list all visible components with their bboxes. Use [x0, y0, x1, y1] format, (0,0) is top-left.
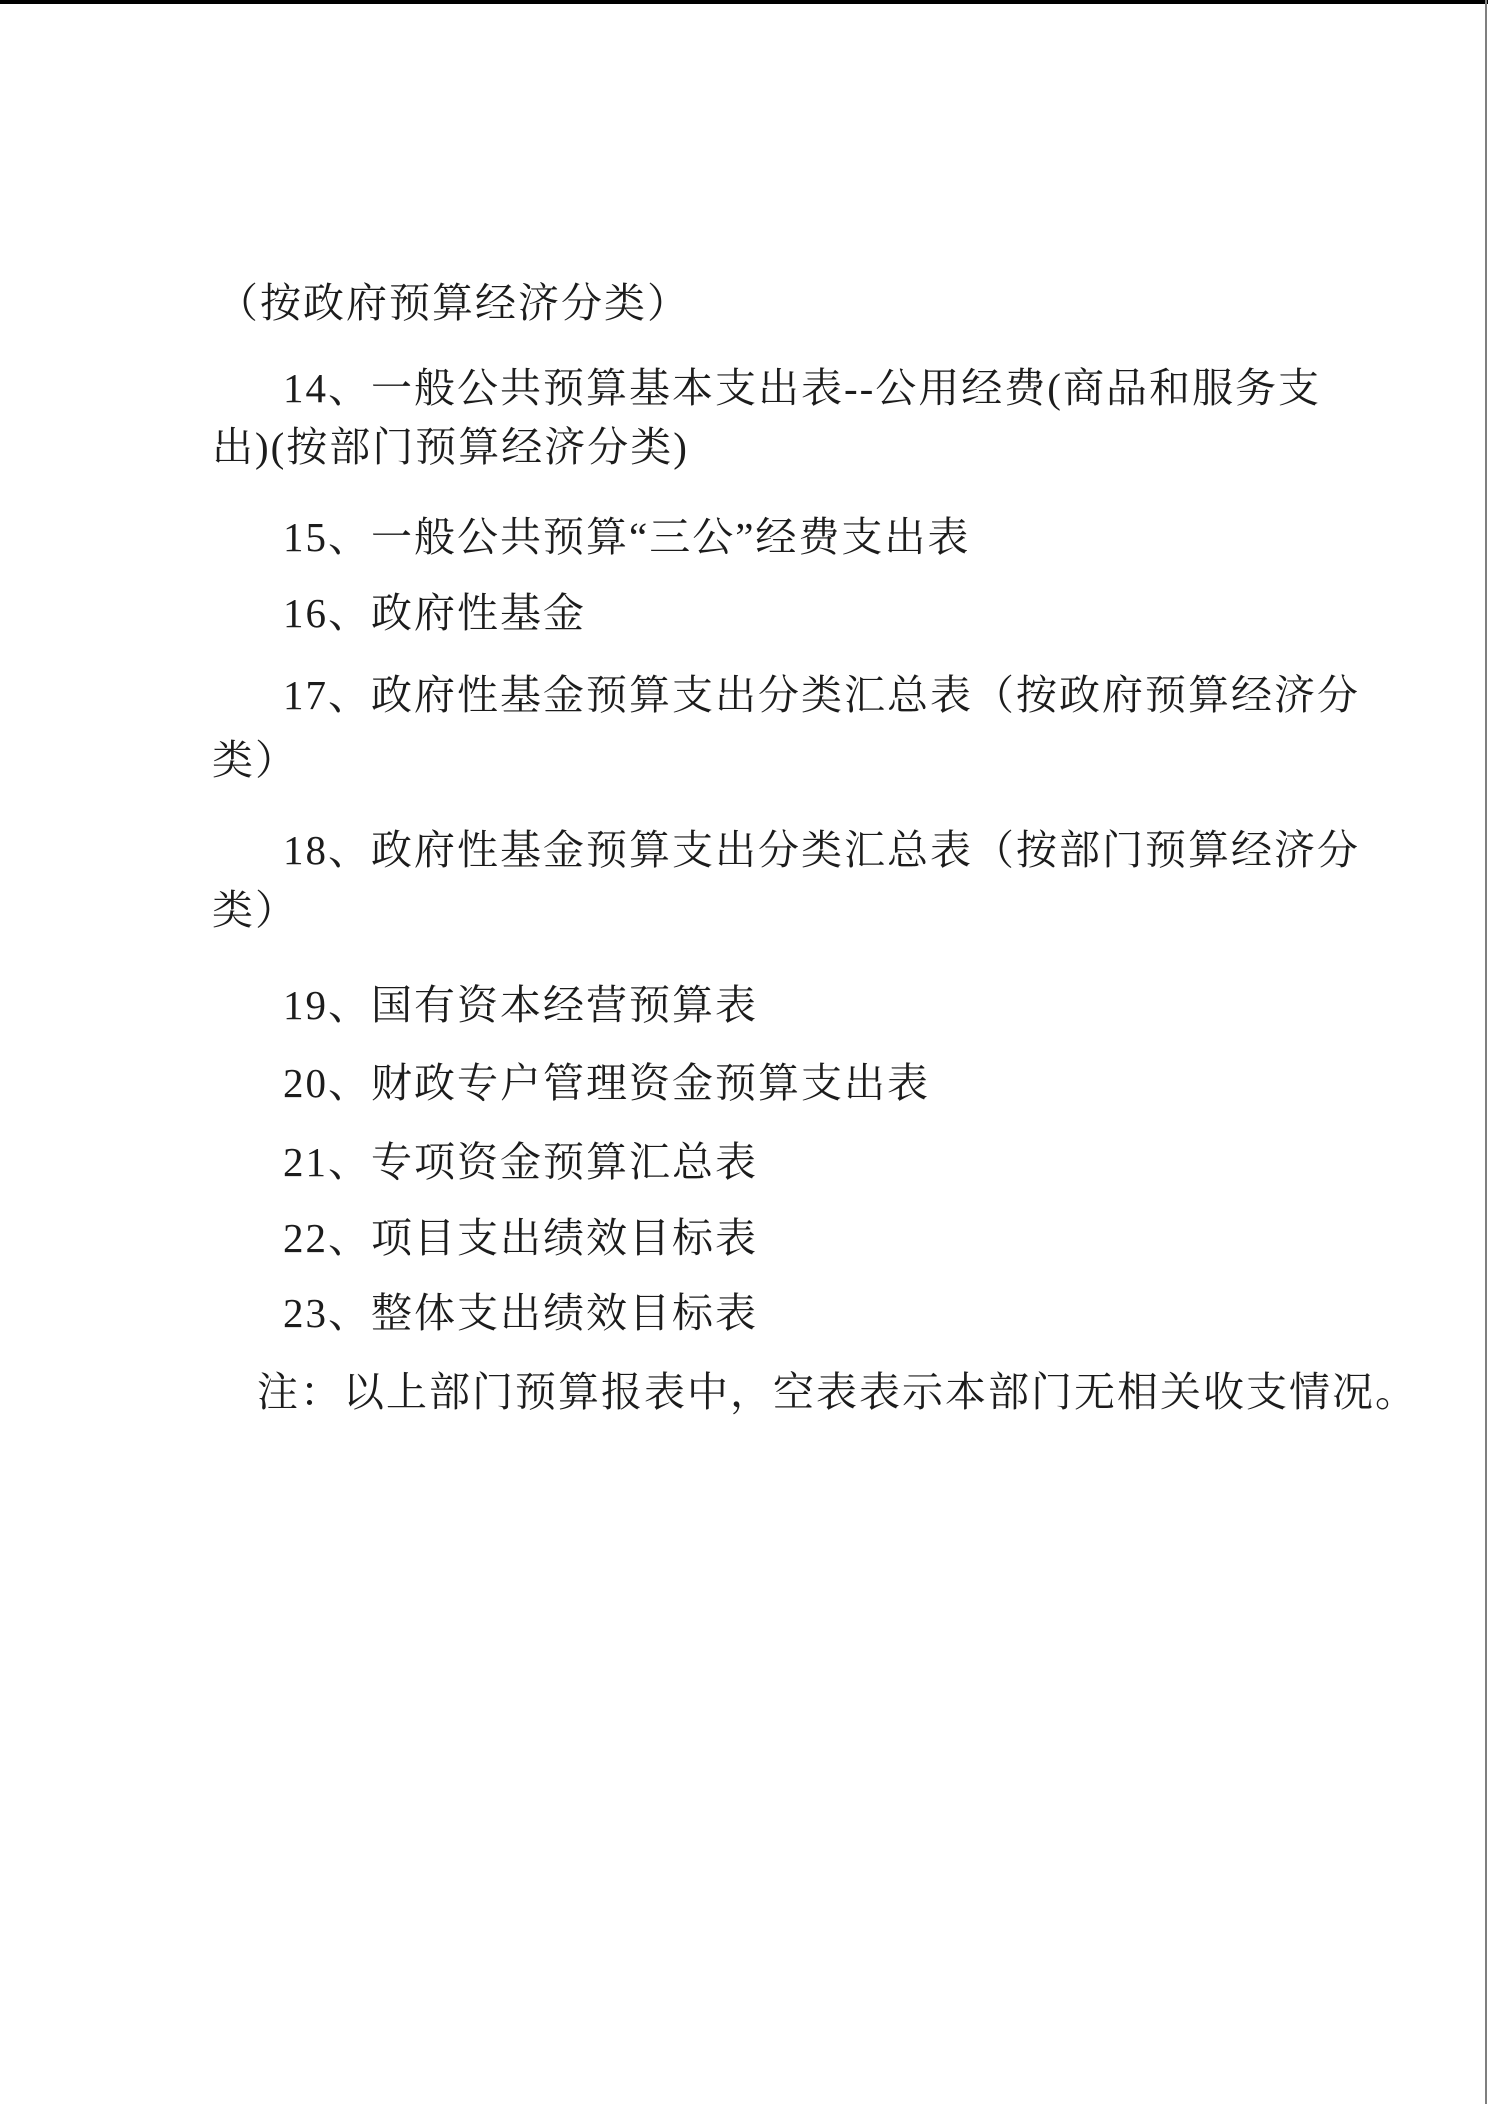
list-item-16: 16、政府性基金 [283, 590, 586, 636]
list-item-22: 22、项目支出绩效目标表 [283, 1215, 758, 1261]
list-item-17-line-2: 类） [212, 737, 298, 783]
note-line: 注：以上部门预算报表中，空表表示本部门无相关收支情况。 [257, 1369, 1418, 1415]
list-item-14-line-1: 14、一般公共预算基本支出表--公用经费(商品和服务支 [283, 365, 1321, 411]
list-item-14-line-2: 出)(按部门预算经济分类) [212, 424, 689, 470]
list-item-18-line-2: 类） [212, 887, 298, 933]
scan-artifact-right-line [1485, 0, 1487, 2104]
list-item-17-line-1: 17、政府性基金预算支出分类汇总表（按政府预算经济分 [283, 672, 1360, 718]
continuation-line-prev-item: （按政府预算经济分类） [217, 280, 690, 326]
scan-artifact-top-bar [0, 0, 1488, 4]
list-item-21: 21、专项资金预算汇总表 [283, 1139, 758, 1185]
list-item-15: 15、一般公共预算“三公”经费支出表 [283, 514, 971, 560]
list-item-18-line-1: 18、政府性基金预算支出分类汇总表（按部门预算经济分 [283, 827, 1360, 873]
list-item-19: 19、国有资本经营预算表 [283, 982, 758, 1028]
list-item-20: 20、财政专户管理资金预算支出表 [283, 1060, 930, 1106]
list-item-23: 23、整体支出绩效目标表 [283, 1290, 758, 1336]
